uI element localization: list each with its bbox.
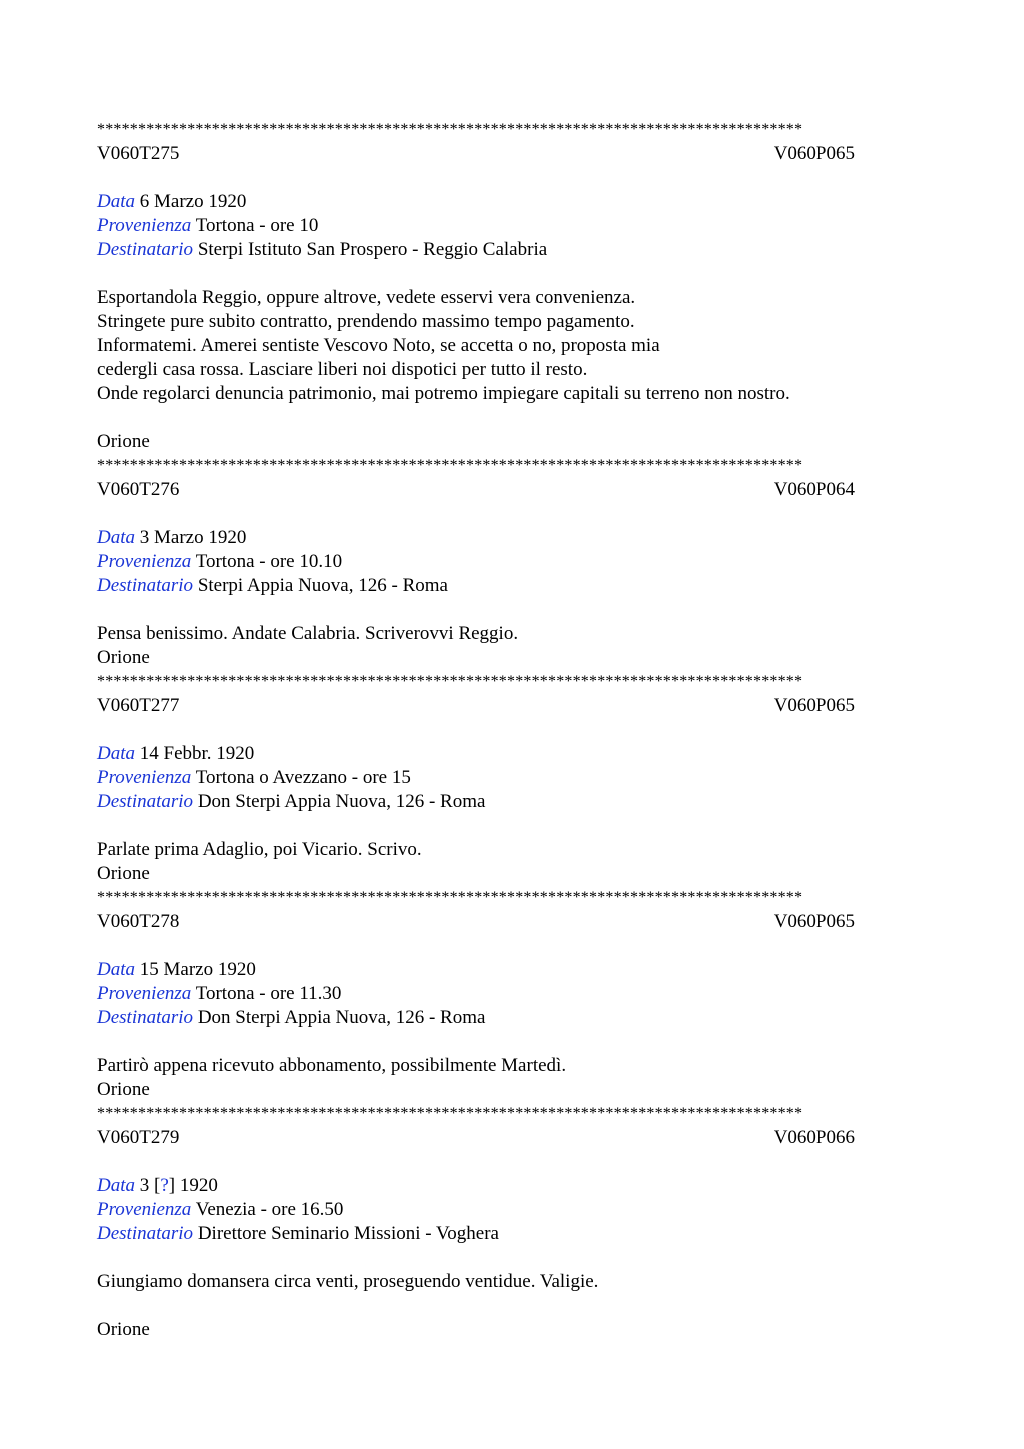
separator: **************************************************************************************: [97, 1105, 803, 1122]
origin-label: Provenienza: [97, 1199, 192, 1220]
origin-value: Tortona - ore 10: [195, 215, 319, 236]
date-suffix: ] 1920: [168, 1175, 218, 1196]
origin-label: Provenienza: [97, 551, 192, 572]
record-v060t277: [97, 670, 927, 886]
body-line: Informatemi. Amerei sentiste Vescovo Noto, se accetta o no, proposta mia: [97, 335, 660, 356]
origin-label: Provenienza: [97, 983, 192, 1004]
origin-value: Tortona o Avezzano - ore 15: [195, 767, 411, 788]
record-page: V060P065: [773, 911, 855, 932]
date-value: 3 Marzo 1920: [139, 527, 247, 548]
recipient-line: [97, 238, 927, 262]
record-v060t278: [97, 886, 927, 1102]
separator: **************************************************************************************: [97, 673, 803, 690]
body-line: Giungiamo domansera circa venti, proseguendo ventidue. Valigie.: [97, 1271, 599, 1292]
separator: **************************************************************************************: [97, 121, 803, 138]
record-page: V060P064: [773, 479, 855, 500]
recipient-label: Destinatario: [97, 1223, 194, 1244]
body-line: Onde regolarci denuncia patrimonio, mai potremo impiegare capitali su terreno non nostro.: [97, 383, 790, 404]
signature: Orione: [97, 1079, 150, 1100]
record-ids: [97, 142, 855, 166]
recipient-label: Destinatario: [97, 575, 194, 596]
record-ids: [97, 910, 855, 934]
separator: **************************************************************************************: [97, 889, 803, 906]
date-label: Data: [97, 191, 135, 212]
date-label: Data: [97, 743, 135, 764]
date-value: 14 Febbr. 1920: [139, 743, 255, 764]
recipient-line: [97, 1006, 927, 1030]
date-uncertain-mark: ?: [160, 1175, 169, 1196]
record-ids: [97, 478, 855, 502]
record-v060t279: [97, 1102, 927, 1342]
recipient-value: Direttore Seminario Missioni - Voghera: [197, 1223, 499, 1244]
body-line: Partirò appena ricevuto abbonamento, possibilmente Martedì.: [97, 1055, 567, 1076]
date-label: Data: [97, 1175, 135, 1196]
record-id: V060T279: [97, 1127, 180, 1148]
origin-line: [97, 982, 927, 1006]
recipient-value: Sterpi Istituto San Prospero - Reggio Calabria: [197, 239, 548, 260]
origin-value: Venezia - ore 16.50: [195, 1199, 344, 1220]
recipient-value: Sterpi Appia Nuova, 126 - Roma: [197, 575, 448, 596]
date-value: 6 Marzo 1920: [139, 191, 247, 212]
recipient-value: Don Sterpi Appia Nuova, 126 - Roma: [197, 1007, 486, 1028]
date-line: [97, 1174, 927, 1198]
signature: Orione: [97, 647, 150, 668]
date-value: 15 Marzo 1920: [139, 959, 256, 980]
origin-line: [97, 766, 927, 790]
record-id: V060T277: [97, 695, 180, 716]
record-id: V060T276: [97, 479, 180, 500]
origin-label: Provenienza: [97, 767, 192, 788]
record-page: V060P066: [773, 1127, 855, 1148]
origin-line: [97, 1198, 927, 1222]
record-id: V060T275: [97, 143, 180, 164]
record-ids: [97, 1126, 855, 1150]
origin-line: [97, 214, 927, 238]
signature: Orione: [97, 863, 150, 884]
date-line: [97, 526, 927, 550]
record-v060t276: [97, 454, 927, 670]
separator: **************************************************************************************: [97, 457, 803, 474]
body-line: Esportandola Reggio, oppure altrove, vedete esservi vera convenienza.: [97, 287, 636, 308]
body-line: Parlate prima Adaglio, poi Vicario. Scrivo.: [97, 839, 422, 860]
record-page: V060P065: [773, 143, 855, 164]
recipient-value: Don Sterpi Appia Nuova, 126 - Roma: [197, 791, 486, 812]
document-page: [97, 118, 927, 1342]
recipient-line: [97, 790, 927, 814]
signature: Orione: [97, 1319, 150, 1340]
origin-line: [97, 550, 927, 574]
recipient-line: [97, 1222, 927, 1246]
record-v060t275: [97, 118, 927, 454]
record-id: V060T278: [97, 911, 180, 932]
record-ids: [97, 694, 855, 718]
date-line: [97, 958, 927, 982]
date-label: Data: [97, 959, 135, 980]
recipient-label: Destinatario: [97, 1007, 194, 1028]
recipient-label: Destinatario: [97, 239, 194, 260]
origin-value: Tortona - ore 11.30: [195, 983, 342, 1004]
date-prefix: 3 [: [139, 1175, 161, 1196]
record-page: V060P065: [773, 695, 855, 716]
date-line: [97, 742, 927, 766]
body-line: Pensa benissimo. Andate Calabria. Scriverovvi Reggio.: [97, 623, 519, 644]
origin-value: Tortona - ore 10.10: [195, 551, 343, 572]
date-line: [97, 190, 927, 214]
recipient-line: [97, 574, 927, 598]
origin-label: Provenienza: [97, 215, 192, 236]
body-line: Stringete pure subito contratto, prendendo massimo tempo pagamento.: [97, 311, 635, 332]
date-label: Data: [97, 527, 135, 548]
body-line: cedergli casa rossa. Lasciare liberi noi dispotici per tutto il resto.: [97, 359, 588, 380]
recipient-label: Destinatario: [97, 791, 194, 812]
signature: Orione: [97, 431, 150, 452]
